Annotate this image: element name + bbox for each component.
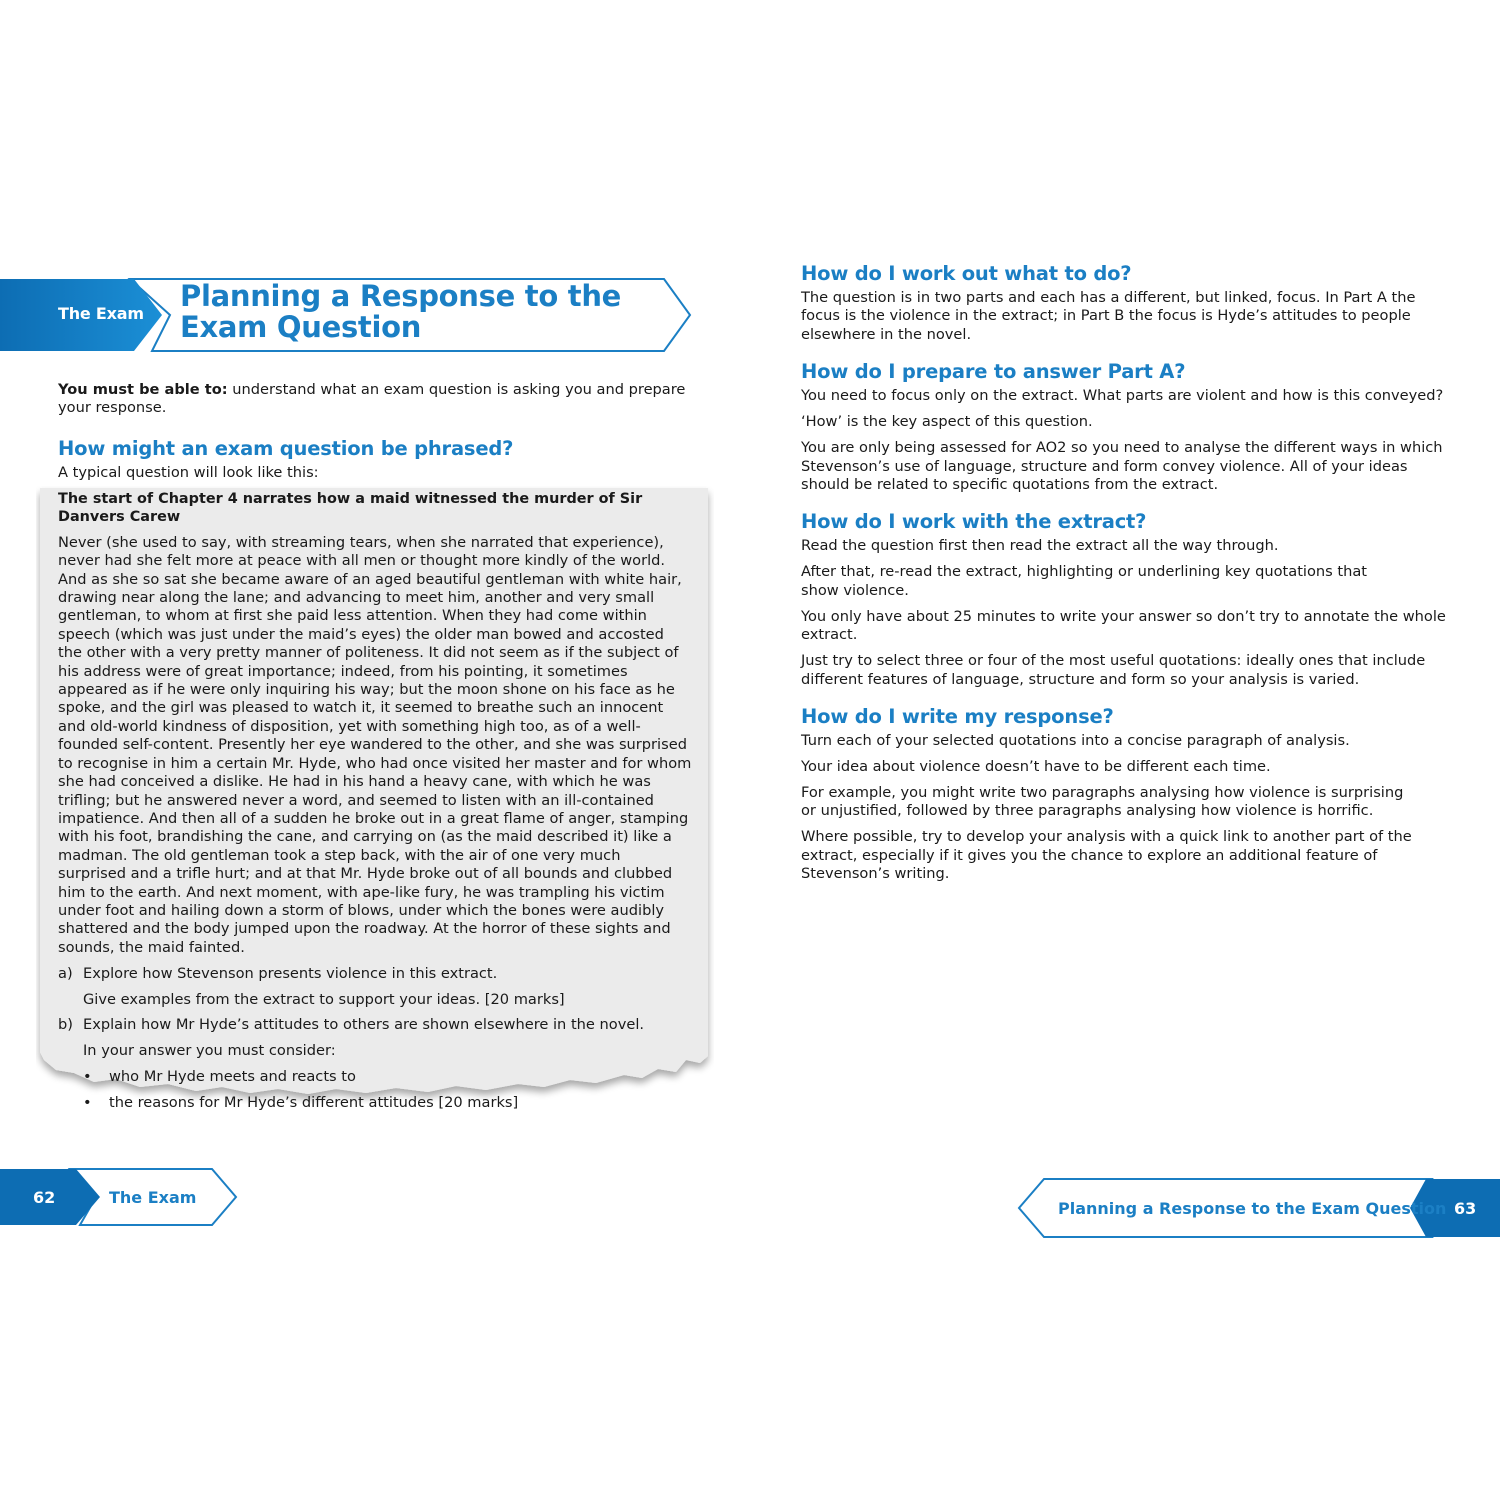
- objective-text: understand what an exam question is asking you and prepare your response.: [58, 381, 686, 417]
- paragraph: You only have about 25 minutes to write your answer so don’t try to annotate the whole extract.: [801, 607, 1446, 644]
- page-number: 63: [1454, 1199, 1477, 1218]
- footer-section-label: Planning a Response to the Exam Question: [1058, 1199, 1447, 1218]
- phrased-text: A typical question will look like this:: [58, 464, 319, 481]
- phrased-section: [58, 437, 688, 482]
- section-heading: How do I prepare to answer Part A?: [801, 360, 1186, 384]
- section-heading: How do I work out what to do?: [801, 262, 1132, 285]
- list-item: [58, 1094, 692, 1112]
- part-b-text: Explain how Mr Hyde’s attitudes to others are shown elsewhere in the novel.: [83, 1016, 645, 1034]
- section-prepare-part-a: [801, 360, 1449, 494]
- section-heading: How do I work with the extract?: [801, 510, 1147, 534]
- exam-question: [58, 490, 692, 1113]
- page-title: Planning a Response to the Exam Question: [180, 279, 622, 344]
- part-a-letter: a): [58, 964, 73, 982]
- paragraph: Read the question first then read the extract all the way through.: [801, 537, 1279, 555]
- section-work-out: [801, 262, 1449, 344]
- bullet-glyph: •: [83, 1094, 92, 1112]
- section-write-response: [801, 705, 1449, 884]
- footer-section-label: The Exam: [109, 1188, 197, 1207]
- objective-label: You must be able to:: [58, 381, 228, 398]
- paragraph: Where possible, try to develop your analysis with a quick link to another part of the extract, especially if it gives you the chance to explore an additional feature of Stevenson’s writing.: [801, 828, 1412, 883]
- guidance-column: [801, 262, 1449, 900]
- paragraph: Just try to select three or four of the most useful quotations: ideally ones that include different features of language, structure and form so your analysis is varied.: [801, 652, 1426, 688]
- part-a-sub: Give examples from the extract to support your ideas. [20 marks]: [83, 990, 565, 1008]
- extract-lead: The start of Chapter 4 narrates how a maid witnessed the murder of Sir Danvers Carew: [58, 491, 643, 526]
- list-item: [58, 1068, 692, 1086]
- question-part-b: [58, 1016, 692, 1034]
- section-work-with-extract: [801, 510, 1449, 689]
- part-b-letter: b): [58, 1016, 73, 1034]
- paragraph: Your idea about violence doesn’t have to be different each time.: [801, 758, 1271, 776]
- part-b-sub: In your answer you must consider:: [83, 1042, 336, 1060]
- part-a-text: Explore how Stevenson presents violence in this extract.: [83, 964, 498, 982]
- question-part-a: [58, 965, 692, 983]
- bullet-text: the reasons for Mr Hyde’s different attitudes [20 marks]: [109, 1094, 519, 1112]
- paragraph: The question is in two parts and each has a different, but linked, focus. In Part A the focus is the violence in the extract; in Part B the focus is Hyde’s attitudes to people elsewhere in the novel.: [801, 289, 1416, 343]
- paragraph: ‘How’ is the key aspect of this question.: [801, 413, 1093, 431]
- paragraph: You need to focus only on the extract. What parts are violent and how is this conveyed?: [801, 387, 1444, 405]
- banner-section-label: The Exam: [58, 304, 144, 323]
- bullet-text: who Mr Hyde meets and reacts to: [109, 1068, 356, 1086]
- extract-passage: Never (she used to say, with streaming tears, when she narrated that experience), never had she felt more at peace with all men or thought more kindly of the world. And as she so sat she became aware of an aged beautiful gentleman with white hair, drawing near along the lane; and advancing to meet him, another and very small gentleman, to whom at first she paid less attention. When they had come within speech (which was just under the maid’s eyes) the older man bowed and accosted the other with a very pretty manner of politeness. It did not seem as if the subject of his address were of great importance; indeed, from his pointing, it sometimes appeared as if he were only inquiring his way; but the moon shone on his face as he spoke, and the girl was pleased to watch it, it seemed to breathe such an innocent and old-world kindness of disposition, yet with something high too, as of a well-founded self-content. Presently her eye wandered to the other, and she was surprised to recognise in him a certain Mr. Hyde, who had once visited her master and for whom she had conceived a dislike. He had in his hand a heavy cane, with which he was trifling; but he answered never a word, and seemed to listen with an ill-contained impatience. And then all of a sudden he broke out in a great flame of anger, stamping with his foot, brandishing the cane, and carrying on (as the maid described it) like a madman. The old gentleman took a step back, with the air of one very much surprised and a trifle hurt; and at that Mr. Hyde broke out of all bounds and clubbed him to the earth. And next moment, with ape-like fury, he was trampling his victim under foot and hailing down a storm of blows, under which the bones were audibly shattered and the body jumped upon the roadway. At the horror of these sights and sounds, the maid fainted.: [58, 533, 692, 956]
- paragraph: You are only being assessed for AO2 so you need to analyse the different ways in which Stevenson’s use of language, structure and form convey violence. All of your ideas should be related to specific quotations from the extract.: [801, 439, 1443, 494]
- learning-objective: [58, 381, 688, 418]
- paragraph: After that, re-read the extract, highlighting or underlining key quotations that show violence.: [801, 563, 1368, 599]
- bullet-glyph: •: [83, 1068, 92, 1086]
- paragraph: For example, you might write two paragraphs analysing how violence is surprising or unjustified, followed by three paragraphs analysing how violence is horrific.: [801, 784, 1404, 820]
- paragraph: Turn each of your selected quotations into a concise paragraph of analysis.: [801, 732, 1350, 750]
- phrased-heading: How might an exam question be phrased?: [58, 437, 514, 460]
- page-number: 62: [33, 1188, 56, 1207]
- section-heading: How do I write my response?: [801, 705, 1114, 729]
